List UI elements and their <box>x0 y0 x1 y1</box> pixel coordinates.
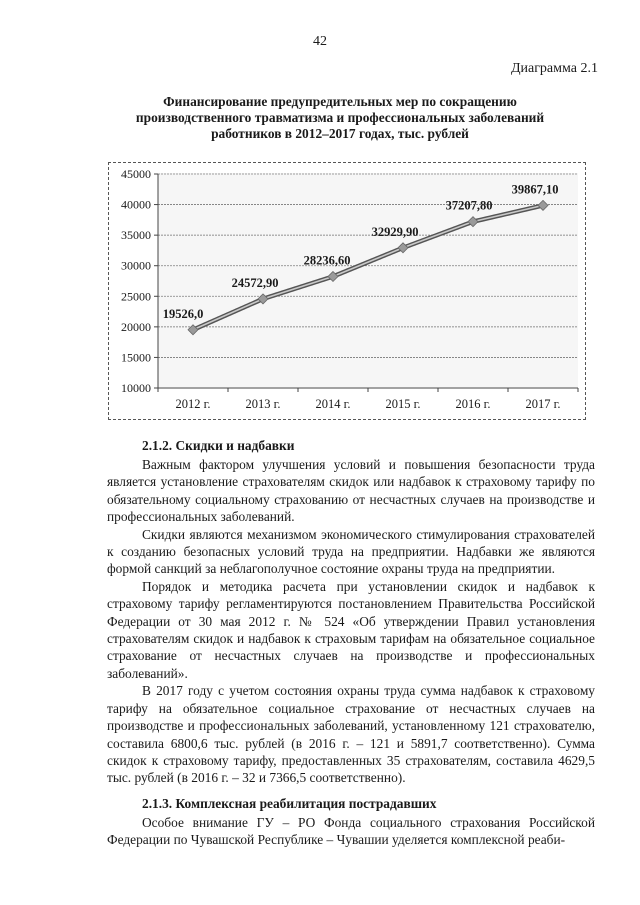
y-tick-label: 40000 <box>121 197 151 212</box>
y-tick-label: 35000 <box>121 228 151 243</box>
y-tick-label: 15000 <box>121 350 151 365</box>
x-tick-label: 2016 г. <box>455 397 491 411</box>
y-tick-label: 20000 <box>121 319 151 334</box>
chart-title-line-2: производственного травматизма и профессиональных заболеваний <box>135 110 545 125</box>
x-tick-label: 2012 г. <box>175 397 211 411</box>
line-chart <box>108 162 586 420</box>
x-tick-label: 2013 г. <box>245 397 281 411</box>
paragraph: В 2017 году с учетом состояния охраны труда сумма надбавок к страховому тарифу на обязательное социальное страхование от несчастных случаев на производстве и профессиональных заболеваний, установленному 121 страхователю, составила 6800,6 тыс. рублей (в 2016 г. – 121 и 5891,7 соответственно). Сумма скидок к страховому тарифу, предоставленных 35 страхователям, составила 4629,5 тыс. рублей (в 2016 г. – 32 и 7366,5 соответственно). <box>107 683 595 786</box>
x-tick-label: 2017 г. <box>525 397 561 411</box>
section-discounts-body <box>107 456 595 787</box>
y-tick-label: 25000 <box>121 289 151 304</box>
data-label: 28236,60 <box>303 253 351 268</box>
paragraph: Скидки являются механизмом экономического стимулирования страхователей к созданию безопасных условий труда на предприятии. Надбавки же являются формой санкций за неблагополучное состояние охраны труда на предприятии. <box>107 526 595 577</box>
data-label: 32929,90 <box>371 224 419 239</box>
data-label: 24572,90 <box>231 275 279 290</box>
paragraph: Особое внимание ГУ – РО Фонда социального страхования Российской Федерации по Чувашской Республике – Чувашии уделяется комплексной реаби- <box>107 815 595 848</box>
y-tick-label: 45000 <box>121 167 151 181</box>
x-tick-label: 2014 г. <box>315 397 351 411</box>
section-rehabilitation-body <box>107 814 595 849</box>
y-tick-label: 10000 <box>121 381 151 395</box>
section-heading-rehabilitation: 2.1.3. Комплексная реабилитация пострадавших <box>142 796 437 811</box>
chart-title <box>95 94 585 142</box>
paragraph: Порядок и методика расчета при установлении скидок и надбавок к страховому тарифу регламентируются постановлением Правительства Российской Федерации от 30 мая 2012 г. № 524 «Об утверждении Правил установления страхователям скидок и надбавок к страховым тарифам на обязательное социальное страхование от несчастных случаев на производстве и профессиональных заболеваний». <box>107 578 595 681</box>
chart-title-line-3: работников в 2012–2017 годах, тыс. рублей <box>211 126 469 141</box>
chart-title-line-1: Финансирование предупредительных мер по сокращению <box>163 94 517 109</box>
diagram-label: Диаграмма 2.1 <box>510 61 598 76</box>
data-label: 19526,0 <box>162 306 204 321</box>
data-label: 37207,80 <box>445 198 493 213</box>
paragraph: Важным фактором улучшения условий и повышения безопасности труда является установление страхователям скидок или надбавок к страховому тарифу по обязательному социальному страхованию от несчастных случаев на производстве и профессиональных заболеваний. <box>107 457 595 525</box>
page-number: 42 <box>313 34 327 49</box>
section-heading-discounts: 2.1.2. Скидки и надбавки <box>142 438 295 453</box>
y-tick-label: 30000 <box>121 258 151 273</box>
x-tick-label: 2015 г. <box>385 397 421 411</box>
data-label: 39867,10 <box>511 182 559 197</box>
